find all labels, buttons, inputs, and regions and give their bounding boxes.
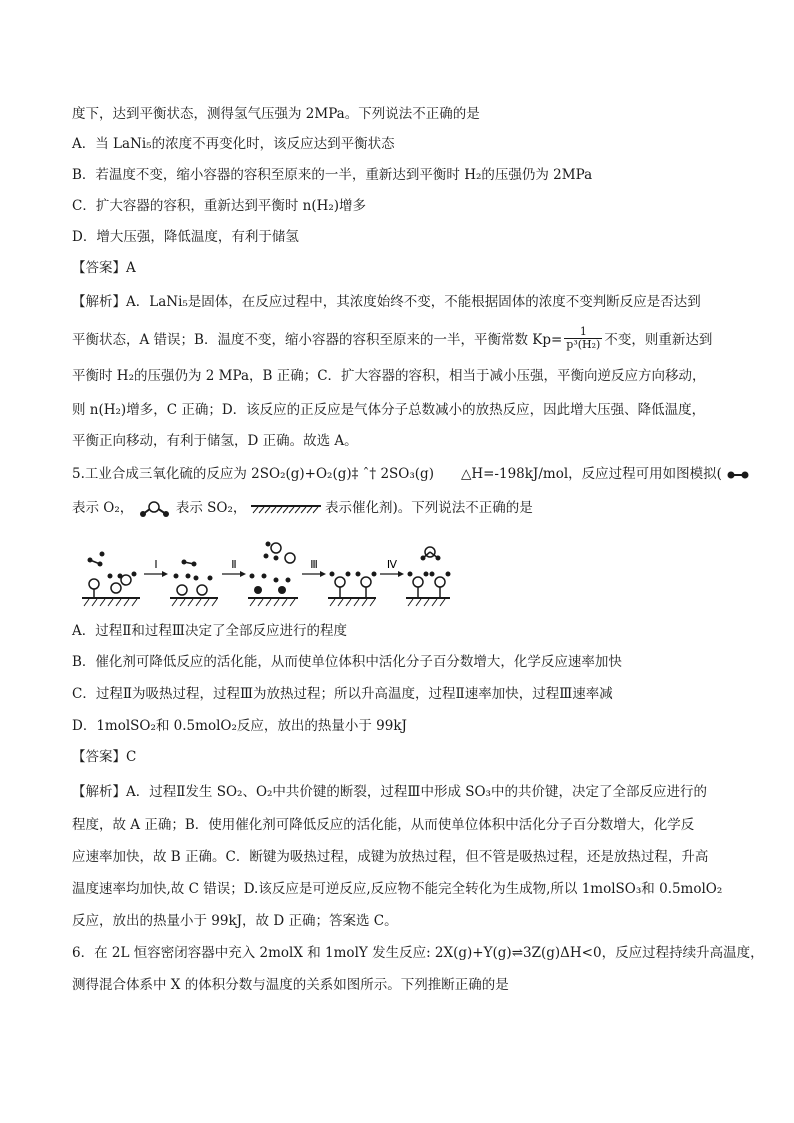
free-molecules <box>266 542 282 554</box>
q4-explanation-line2 <box>72 325 732 353</box>
q4-option-b: B．若温度不变，缩小容器的容积至原来的一半，重新达到平衡时 H₂的压强仍为 2MPa <box>72 167 593 183</box>
q5-explanation-line5: 反应，放出的热量小于 99kJ，故 D 正确；答案选 C。 <box>72 913 398 929</box>
q5-explanation-line1: 【解析】A．过程Ⅱ发生 SO₂、O₂中共价键的断裂，过程Ⅲ中形成 SO₃中的共价键，决定了全部反应进行的 <box>72 784 707 800</box>
step-label-3: Ⅲ <box>310 559 318 571</box>
q4-explanation-line5: 平衡正向移动，有利于储氢，D 正确。故选 A。 <box>72 433 358 449</box>
q5-legend-catalyst-text: 表示催化剂)。下列说法不正确的是 <box>325 500 533 516</box>
step-label-2: Ⅱ <box>231 559 237 571</box>
stage-3 <box>248 553 298 606</box>
q5-legend-so2-text: 表示 SO₂， <box>175 500 247 516</box>
q4-option-d: D．增大压强，降低温度，有利于储氢 <box>72 229 299 245</box>
stage-1 <box>82 552 140 607</box>
q4-exp2-text-a: 平衡状态，A 错误；B．温度不变，缩小容器的容积至原来的一半，平衡常数 Kp= <box>72 332 563 348</box>
q5-option-d: D．1molSO₂和 0.5molO₂反应，放出的热量小于 99kJ <box>72 718 407 734</box>
step-label-4: Ⅳ <box>386 559 398 571</box>
q5-stem-line1 <box>72 464 732 484</box>
q4-explanation-line3: 平衡时 H₂的压强仍为 2 MPa，B 正确；C．扩大容器的容积，相当于减小压强，平衡向逆反应方向移动， <box>72 368 706 384</box>
q5-option-a: A．过程Ⅱ和过程Ⅲ决定了全部反应进行的程度 <box>72 623 347 639</box>
q4-option-a: A．当 LaNi₅的浓度不再变化时，该反应达到平衡状态 <box>72 136 395 152</box>
catalyst-surface-icon <box>251 504 321 514</box>
q4-explanation-line1: 【解析】A．LaNi₅是固体，在反应过程中，其浓度始终不变，不能根据固体的浓度不变判断反应是否达到 <box>72 294 701 310</box>
q5-option-b: B．催化剂可降低反应的活化能，从而使单位体积中活化分子百分数增大，化学反应速率加快 <box>72 654 622 670</box>
step-label-1: Ⅰ <box>154 559 158 571</box>
q5-option-c: C．过程Ⅱ为吸热过程，过程Ⅲ为放热过程；所以升高温度，过程Ⅱ速率加快，过程Ⅲ速率减 <box>72 686 613 702</box>
o2-molecule-icon <box>726 470 750 480</box>
arrow-4 <box>380 559 404 577</box>
kp-denominator: p³(H₂) <box>566 338 601 351</box>
q5-stem-line2 <box>72 498 732 518</box>
q4-explanation-line4: 则 n(H₂)增多，C 正确；D．该反应的正反应是气体分子总数减小的放热反应，因此增大压强、降低温度， <box>72 402 706 418</box>
q6-stem-line1: 6．在 2L 恒容密闭容器中充入 2molX 和 1molY 发生反应: 2X(g)+Y(g)⇌3Z(g)ΔH<0，反应过程持续升高温度， <box>72 945 764 961</box>
q5-explanation-line4: 温度速率均加快,故 C 错误；D.该反应是可逆反应,反应物不能完全转化为生成物,所以 1molSO₃和 0.5molO₂ <box>72 881 723 897</box>
q5-stem-text: 5.工业合成三氧化硫的反应为 2SO₂(g)+O₂(g)‡ ˆ† 2SO₃(g) △H=-198kJ/mol，反应过程可用如图模拟( <box>72 466 722 482</box>
q4-stem: 度下，达到平衡状态，测得氢气压强为 2MPa。下列说法不正确的是 <box>72 106 480 122</box>
stage-2 <box>170 560 218 607</box>
q4-answer: 【答案】A <box>72 260 136 276</box>
kp-fraction <box>564 326 602 351</box>
arrow-3 <box>302 559 326 577</box>
reaction-process-scheme <box>80 540 452 610</box>
q4-option-c: C．扩大容器的容积，重新达到平衡时 n(H₂)增多 <box>72 198 367 214</box>
q5-explanation-line3: 应速率加快，故 B 正确。C．断键为吸热过程，成键为放热过程，但不管是吸热过程，还是放热过程，升高 <box>72 849 709 865</box>
kp-numerator: 1 <box>564 326 602 339</box>
q5-legend-o2-text: 表示 O₂， <box>72 500 134 516</box>
stage-5 <box>406 547 451 606</box>
q5-answer: 【答案】C <box>72 749 137 765</box>
q6-stem-line2: 测得混合体系中 X 的体积分数与温度的关系如图所示。下列推断正确的是 <box>72 977 509 993</box>
q5-explanation-line2: 程度，故 A 正确；B．使用催化剂可降低反应的活化能，从而使单位体积中活化分子百分数增大，化学反 <box>72 817 695 833</box>
so2-molecule-icon <box>138 500 172 518</box>
arrow-1 <box>144 559 168 577</box>
stage-4 <box>328 572 377 607</box>
arrow-2 <box>222 559 246 577</box>
q4-exp2-text-b: 不变，则重新达到 <box>604 332 713 348</box>
